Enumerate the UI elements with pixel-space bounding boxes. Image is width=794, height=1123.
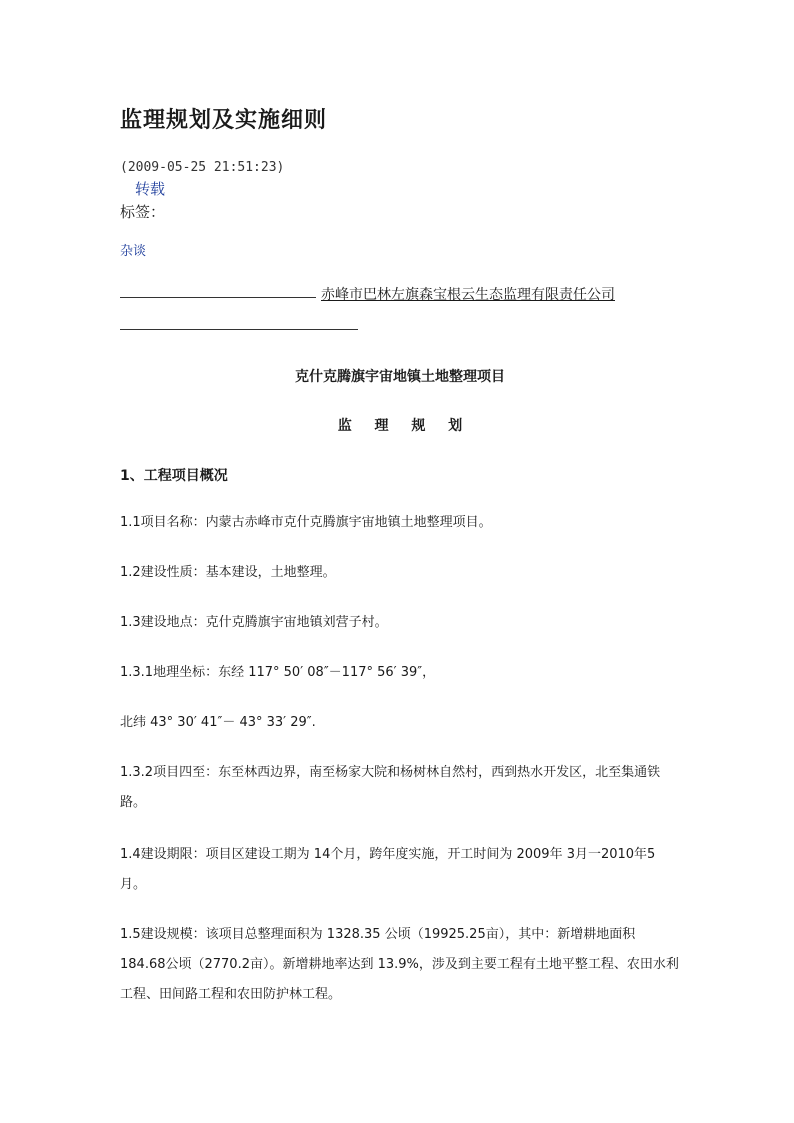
paragraph: 1.3建设地点：克什克腾旗宇宙地镇刘营子村。 <box>120 615 388 630</box>
paragraph: 1.2建设性质：基本建设，土地整理。 <box>120 565 336 580</box>
tag-link[interactable]: 杂谈 <box>120 244 147 259</box>
project-title: 克什克腾旗宇宙地镇土地整理项目 <box>295 369 505 385</box>
company-name: 赤峰市巴林左旗森宝根云生态监理有限责任公司 <box>321 287 615 303</box>
repost-link[interactable]: 转载 <box>135 180 166 198</box>
blank-underline-2 <box>120 329 358 330</box>
article-title: 监理规划及实施细则 <box>120 107 328 133</box>
blank-underline <box>120 297 316 298</box>
paragraph: 1.4建设期限：项目区建设工期为 14个月，跨年度实施，开工时间为 2009年 3月一2010年5月。 <box>120 847 656 892</box>
plan-title: 监 理 规 划 <box>337 418 463 434</box>
tags-label: 标签： <box>120 203 166 221</box>
paragraph: 北纬 43° 30′ 41″－ 43° 33′ 29″. <box>120 715 316 730</box>
paragraph: 1.3.1地理坐标：东经 117° 50′ 08″－117° 56′ 39″， <box>120 665 436 680</box>
section-heading: 1、工程项目概况 <box>120 468 228 484</box>
paragraph: 1.1项目名称：内蒙古赤峰市克什克腾旗宇宙地镇土地整理项目。 <box>120 515 492 530</box>
publish-datetime: (2009-05-25 21:51:23) <box>120 160 285 175</box>
paragraph: 1.3.2项目四至：东至林西边界，南至杨家大院和杨树林自然村，西到热水开发区，北至集通铁路。 <box>120 765 661 810</box>
paragraph: 1.5建设规模：该项目总整理面积为 1328.35 公顷（19925.25亩），其中：新增耕地面积 184.68公顷（2770.2亩）。新增耕地率达到 13.9%，涉及到主要工程有土地平整工程、农田水利工程、田间路工程和农田防护林工程。 <box>120 927 679 1002</box>
